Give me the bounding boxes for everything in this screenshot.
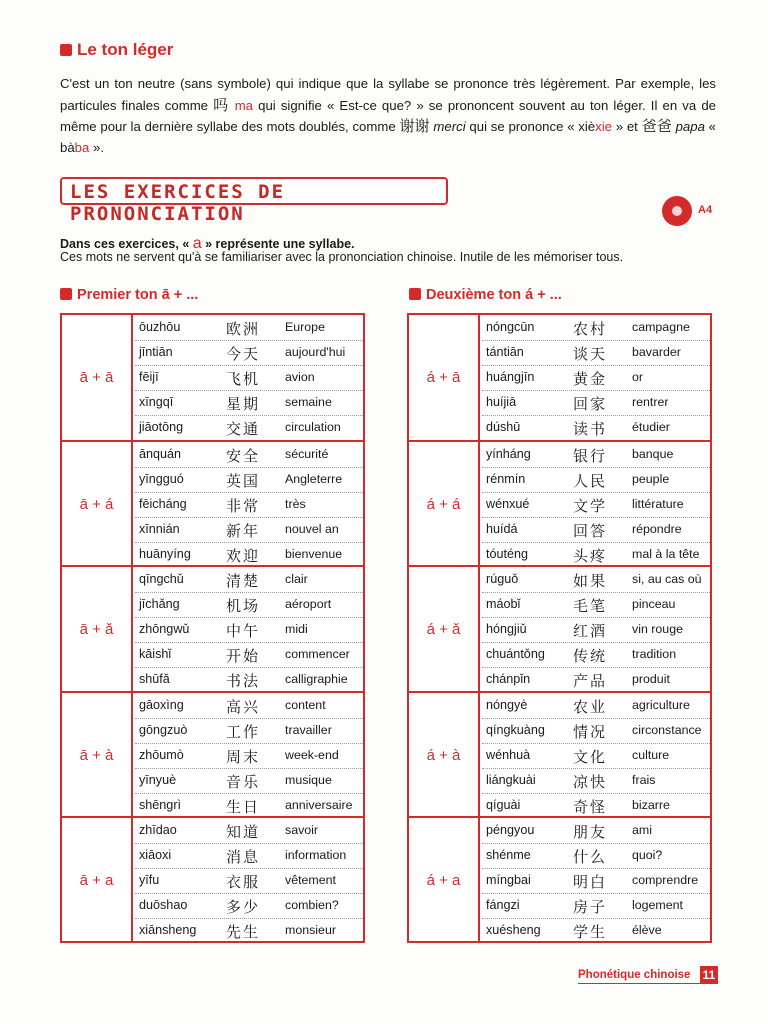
hanzi: 工作 xyxy=(226,722,261,741)
hanzi: 安全 xyxy=(226,447,261,466)
second-tone-table xyxy=(407,313,712,943)
pinyin: rénmín xyxy=(486,472,526,487)
tone-combination-label: á + a xyxy=(409,818,480,943)
french-translation: agriculture xyxy=(632,697,690,712)
pinyin: huídá xyxy=(486,522,518,537)
hanzi: 交通 xyxy=(226,420,261,438)
table-row xyxy=(482,567,710,593)
bullet-square-icon xyxy=(60,44,72,56)
table-row xyxy=(482,542,710,567)
pinyin: péngyou xyxy=(486,822,535,837)
table-row xyxy=(135,467,363,493)
pinyin: shūfǎ xyxy=(139,672,170,687)
hanzi: 机场 xyxy=(226,597,261,616)
intro-text: ». xyxy=(89,139,105,155)
hanzi: 回答 xyxy=(573,522,608,541)
first-tone-table xyxy=(60,313,365,943)
french-translation: bienvenue xyxy=(285,547,343,562)
french-translation: anniversaire xyxy=(285,797,353,812)
pinyin: huíjiā xyxy=(486,395,517,409)
pinyin: qíngkuàng xyxy=(486,722,545,737)
pinyin: chuántǒng xyxy=(486,647,545,662)
french-translation: aéroport xyxy=(285,597,332,612)
french-translation: rentrer xyxy=(632,395,669,409)
french-translation: mal à la tête xyxy=(632,547,700,562)
french-translation: élève xyxy=(632,922,662,937)
pinyin: duōshao xyxy=(139,897,188,912)
hanzi: 书法 xyxy=(226,672,261,691)
pinyin: nóngyè xyxy=(486,697,528,712)
french-translation: clair xyxy=(285,572,308,587)
tone-combination-label: á + ǎ xyxy=(409,567,480,692)
tone-combination-label: ā + ā xyxy=(62,315,133,440)
hanzi: 知道 xyxy=(226,822,261,841)
hanzi: 农业 xyxy=(573,697,608,716)
exercise-note-line1: Dans ces exercices, « a » représente une syllabe. xyxy=(60,235,355,252)
french-translation: répondre xyxy=(632,522,682,537)
tone-group xyxy=(62,565,363,692)
pinyin: huángjīn xyxy=(486,370,535,384)
french-translation: aujourd'hui xyxy=(285,345,346,359)
pinyin: tóuténg xyxy=(486,547,529,562)
pinyin: wénhuà xyxy=(486,747,531,762)
hanzi: 中午 xyxy=(226,622,261,641)
table-row xyxy=(482,390,710,416)
pinyin: tántiān xyxy=(486,345,524,359)
table-row xyxy=(482,467,710,493)
table-row xyxy=(135,743,363,769)
hanzi: 奇怪 xyxy=(573,797,608,816)
table-row xyxy=(482,442,710,468)
table-row xyxy=(135,442,363,468)
pinyin: kāishǐ xyxy=(139,647,172,662)
hanzi: 英国 xyxy=(226,472,261,491)
pinyin: shénme xyxy=(486,847,531,862)
hanzi: 读书 xyxy=(573,420,608,438)
french-translation: content xyxy=(285,697,326,712)
french-translation: ami xyxy=(632,822,652,837)
french-translation: pinceau xyxy=(632,597,676,612)
french-translation: musique xyxy=(285,772,332,787)
french-translation: combien? xyxy=(285,897,339,912)
hanzi: 银行 xyxy=(573,447,608,466)
table-row xyxy=(482,893,710,919)
pinyin: huānyíng xyxy=(139,547,191,562)
tone-combination-label: ā + ǎ xyxy=(62,567,133,692)
table-row xyxy=(135,793,363,818)
pinyin: qīngchǔ xyxy=(139,572,184,587)
hanzi: 房子 xyxy=(573,897,608,916)
hanzi: 如果 xyxy=(573,572,608,591)
pinyin: ōuzhōu xyxy=(139,320,181,334)
pinyin: yínháng xyxy=(486,447,531,462)
table-row xyxy=(482,617,710,643)
table-row xyxy=(482,718,710,744)
french-translation: tradition xyxy=(632,647,677,662)
footer-label: Phonétique chinoise xyxy=(578,969,691,981)
hanzi: 产品 xyxy=(573,672,608,691)
chinese-example: 吗 xyxy=(213,95,230,114)
hanzi: 明白 xyxy=(573,872,608,891)
hanzi: 清楚 xyxy=(226,572,261,591)
french-translation: circulation xyxy=(285,420,341,434)
table-row xyxy=(482,743,710,769)
tone-combination-label: ā + à xyxy=(62,693,133,818)
table-row xyxy=(135,868,363,894)
tone-group xyxy=(62,440,363,567)
table-row xyxy=(135,517,363,543)
banner-title: LES EXERCICES DE PRONONCIATION xyxy=(70,181,286,225)
french-translation: semaine xyxy=(285,395,332,409)
pinyin: zhōngwǔ xyxy=(139,622,190,637)
hanzi: 飞机 xyxy=(226,370,261,388)
pinyin: zhīdao xyxy=(139,822,177,837)
french-translation: week-end xyxy=(285,747,339,762)
french-translation: Angleterre xyxy=(285,472,343,487)
hanzi: 黄金 xyxy=(573,370,608,388)
pinyin: yīfu xyxy=(139,872,160,887)
french-translation: si, au cas où xyxy=(632,572,702,587)
table-row xyxy=(135,843,363,869)
french-translation: frais xyxy=(632,772,656,787)
pinyin: zhōumò xyxy=(139,747,184,762)
exercises-banner xyxy=(60,177,448,225)
french-translation: banque xyxy=(632,447,674,462)
hanzi: 学生 xyxy=(573,922,608,941)
hanzi: 生日 xyxy=(226,797,261,816)
table-row xyxy=(135,693,363,719)
french-translation: avion xyxy=(285,370,315,384)
table-row xyxy=(482,843,710,869)
table-row xyxy=(135,818,363,844)
tone-combination-label: ā + á xyxy=(62,442,133,567)
table-row xyxy=(135,492,363,518)
table-row xyxy=(135,340,363,366)
pinyin: xīnnián xyxy=(139,522,180,537)
pinyin-example: xie xyxy=(595,119,612,134)
pinyin: hóngjiǔ xyxy=(486,622,527,637)
hanzi: 先生 xyxy=(226,922,261,941)
french-translation: or xyxy=(632,370,644,384)
french-translation: Europe xyxy=(285,320,325,334)
french-translation: monsieur xyxy=(285,922,336,937)
pinyin: xuésheng xyxy=(486,922,541,937)
pinyin: yīnyuè xyxy=(139,772,177,787)
pinyin: gāoxìng xyxy=(139,697,184,712)
french-translation: très xyxy=(285,497,306,512)
table-row xyxy=(482,918,710,943)
french-translation: travailler xyxy=(285,722,332,737)
audio-track-icon[interactable] xyxy=(662,196,692,226)
pinyin: dúshū xyxy=(486,420,521,434)
french-translation: campagne xyxy=(632,320,690,334)
hanzi: 非常 xyxy=(226,497,261,516)
table-row xyxy=(482,340,710,366)
table-row xyxy=(482,818,710,844)
hanzi: 星期 xyxy=(226,395,261,413)
pinyin: míngbai xyxy=(486,872,531,887)
french-translation: littérature xyxy=(632,497,684,512)
bullet-square-icon xyxy=(409,288,421,300)
pinyin: fángzi xyxy=(486,897,520,912)
tone-combination-label: á + á xyxy=(409,442,480,567)
french-translation: peuple xyxy=(632,472,670,487)
french-translation: quoi? xyxy=(632,847,663,862)
footer-rule xyxy=(578,983,718,984)
hanzi: 开始 xyxy=(226,647,261,666)
pinyin-example: ma xyxy=(234,97,254,113)
table-row xyxy=(482,667,710,692)
table-row xyxy=(135,390,363,416)
hanzi: 新年 xyxy=(226,522,261,541)
left-table-heading: Premier ton ā + ... xyxy=(60,287,198,303)
table-row xyxy=(482,768,710,794)
table-row xyxy=(482,793,710,818)
pinyin: yīngguó xyxy=(139,472,184,487)
table-row xyxy=(135,918,363,943)
french-translation: étudier xyxy=(632,420,670,434)
pinyin: liángkuài xyxy=(486,772,536,787)
intro-text: « bà xyxy=(60,119,716,155)
hanzi: 消息 xyxy=(226,847,261,866)
hanzi: 农村 xyxy=(573,320,608,338)
intro-paragraph xyxy=(60,74,716,158)
table-row xyxy=(135,642,363,668)
table-row xyxy=(135,542,363,567)
pinyin: xīngqī xyxy=(139,395,174,409)
intro-text: qui se prononce « xiè xyxy=(465,119,596,134)
intro-text: qui signifie « Est-ce que? » se prononcent souvent au ton léger. Il en va de même pour la dernière syllabe des mots doublés, comme xyxy=(60,97,716,134)
french-translation: calligraphie xyxy=(285,672,348,687)
chinese-example: 爸爸 xyxy=(641,117,672,135)
intro-text: » et xyxy=(612,119,642,134)
french-translation: savoir xyxy=(285,822,319,837)
table-row xyxy=(482,693,710,719)
tone-group xyxy=(409,315,710,440)
table-row xyxy=(135,592,363,618)
tone-combination-label: á + ā xyxy=(409,315,480,440)
french-translation: sécurité xyxy=(285,447,329,462)
table-row xyxy=(135,718,363,744)
table-row xyxy=(482,365,710,391)
tone-group xyxy=(409,816,710,943)
french-translation: bavarder xyxy=(632,345,681,359)
table-row xyxy=(135,415,363,440)
hanzi: 今天 xyxy=(226,345,261,363)
french-translation: vêtement xyxy=(285,872,336,887)
hanzi: 红酒 xyxy=(573,622,608,641)
hanzi: 人民 xyxy=(573,472,608,491)
french-translation: vin rouge xyxy=(632,622,683,637)
hanzi: 周末 xyxy=(226,747,261,766)
tone-group xyxy=(62,816,363,943)
section-title: Le ton léger xyxy=(60,40,173,60)
hanzi: 文化 xyxy=(573,747,608,766)
french-translation: nouvel an xyxy=(285,522,339,537)
french-translation: logement xyxy=(632,897,683,912)
french-translation: comprendre xyxy=(632,872,699,887)
audio-track-label: A4 xyxy=(698,204,713,216)
table-row xyxy=(482,315,710,341)
french-translation: information xyxy=(285,847,347,862)
pinyin: ānquán xyxy=(139,447,182,462)
table-row xyxy=(482,492,710,518)
french-translation: commencer xyxy=(285,647,350,662)
exercise-note-line2: Ces mots ne servent qu'à se familiariser avec la prononciation chinoise. Inutile de les mémoriser tous. xyxy=(60,250,624,264)
pinyin: gōngzuò xyxy=(139,722,188,737)
pinyin: jīntiān xyxy=(139,345,173,359)
hanzi: 回家 xyxy=(573,395,608,413)
hanzi: 情况 xyxy=(573,722,608,741)
pinyin: rúguǒ xyxy=(486,572,519,587)
table-row xyxy=(135,365,363,391)
hanzi: 欢迎 xyxy=(226,547,261,566)
pinyin-example: ba xyxy=(74,139,90,155)
pinyin: jīchǎng xyxy=(139,597,180,612)
hanzi: 文学 xyxy=(573,497,608,516)
hanzi: 谈天 xyxy=(573,345,608,363)
table-row xyxy=(482,642,710,668)
hanzi: 凉快 xyxy=(573,772,608,791)
table-row xyxy=(482,592,710,618)
hanzi: 音乐 xyxy=(226,772,261,791)
pinyin: jiāotōng xyxy=(139,420,184,434)
table-row xyxy=(135,667,363,692)
pinyin: shēngrì xyxy=(139,797,182,812)
hanzi: 头疼 xyxy=(573,547,608,566)
bullet-square-icon xyxy=(60,288,72,300)
pinyin: xiānsheng xyxy=(139,922,197,937)
pinyin: máobǐ xyxy=(486,597,521,612)
pinyin: nóngcūn xyxy=(486,320,535,334)
table-row xyxy=(135,567,363,593)
tone-group xyxy=(409,565,710,692)
tone-group xyxy=(409,691,710,818)
intro-text: C'est un ton neutre (sans symbole) qui indique que la syllabe se prononce très légèrement. Par exemple, les particules finales comme xyxy=(60,76,716,113)
table-row xyxy=(482,517,710,543)
pinyin: wénxué xyxy=(486,497,530,512)
table-row xyxy=(135,617,363,643)
pinyin: fēicháng xyxy=(139,497,187,512)
hanzi: 欧洲 xyxy=(226,320,261,338)
pinyin-example: papa xyxy=(675,119,705,134)
hanzi: 传统 xyxy=(573,647,608,666)
hanzi: 朋友 xyxy=(573,822,608,841)
hanzi: 什么 xyxy=(573,847,608,866)
chinese-example: 谢谢 xyxy=(399,117,430,135)
tone-combination-label: á + à xyxy=(409,693,480,818)
tone-group xyxy=(62,315,363,440)
table-row xyxy=(135,893,363,919)
pinyin: chánpǐn xyxy=(486,672,531,687)
table-row xyxy=(482,868,710,894)
hanzi: 毛笔 xyxy=(573,597,608,616)
table-row xyxy=(135,315,363,341)
french-translation: culture xyxy=(632,747,670,762)
french-translation: midi xyxy=(285,622,308,637)
pinyin: xiāoxi xyxy=(139,847,172,862)
tone-combination-label: ā + a xyxy=(62,818,133,943)
right-table-heading: Deuxième ton á + ... xyxy=(409,287,562,303)
hanzi: 衣服 xyxy=(226,872,261,891)
table-row xyxy=(482,415,710,440)
hanzi: 多少 xyxy=(226,897,261,916)
french-translation: circonstance xyxy=(632,722,702,737)
hanzi: 高兴 xyxy=(226,697,261,716)
tone-group xyxy=(409,440,710,567)
tone-group xyxy=(62,691,363,818)
page-number: 11 xyxy=(700,966,718,984)
table-row xyxy=(135,768,363,794)
pinyin: fēijī xyxy=(139,370,159,384)
pinyin-example: merci xyxy=(433,119,466,134)
pinyin: qíguài xyxy=(486,797,521,812)
french-translation: produit xyxy=(632,672,670,687)
french-translation: bizarre xyxy=(632,797,670,812)
